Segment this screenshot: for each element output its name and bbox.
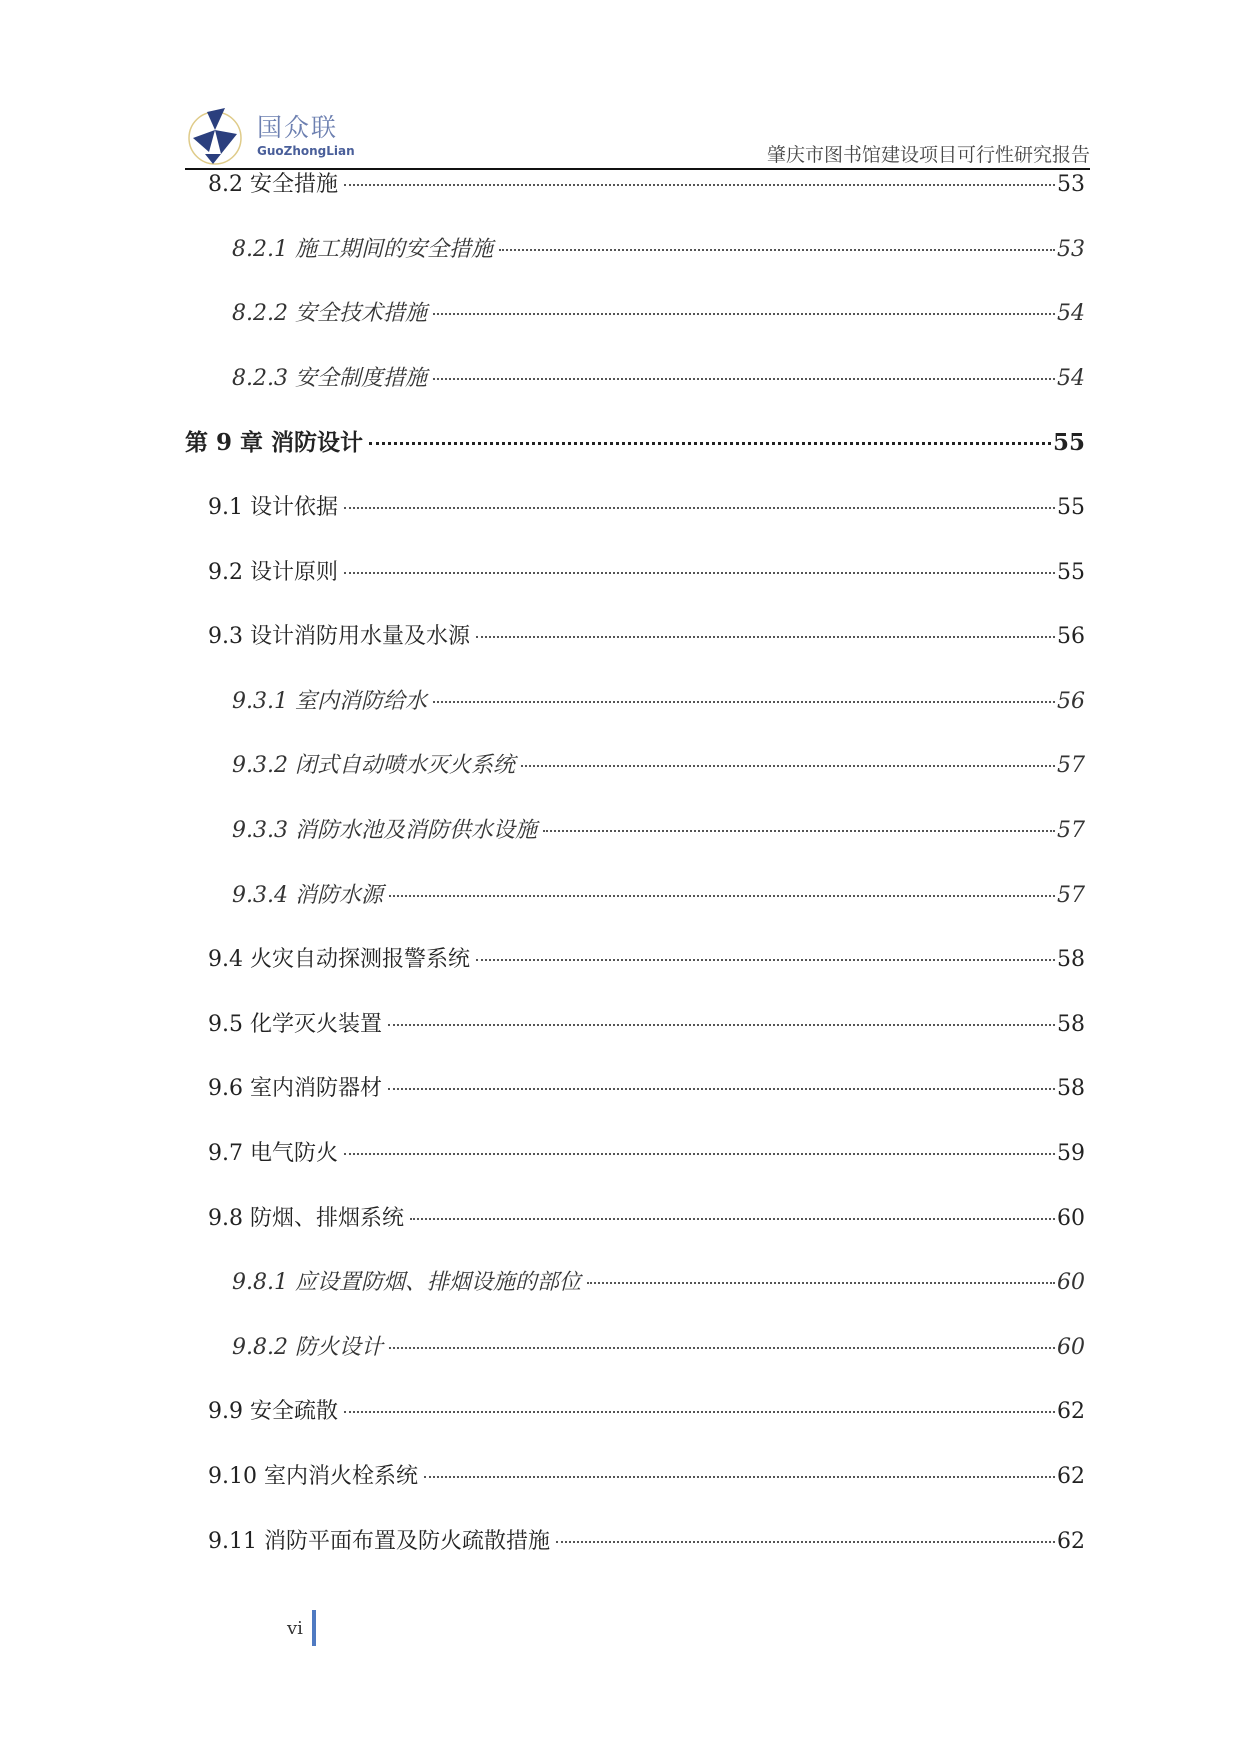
toc-entry[interactable]	[232, 235, 1085, 265]
toc-entry-page: 59	[1057, 1141, 1085, 1166]
toc-entry[interactable]	[208, 945, 1085, 975]
toc-entry-title: 8.2.3 安全制度措施	[232, 365, 427, 391]
toc-entry-title: 9.5 化学灭火装置	[208, 1011, 382, 1037]
page-number: vi	[287, 1618, 303, 1639]
toc-entry-title: 9.9 安全疏散	[208, 1399, 338, 1425]
toc-entry-page: 60	[1057, 1205, 1085, 1231]
toc-leader-dots	[543, 830, 1055, 832]
toc-entry-title: 9.3 设计消防用水量及水源	[208, 624, 470, 650]
toc-entry[interactable]	[232, 751, 1085, 781]
toc-entry-page: 62	[1057, 1464, 1085, 1489]
toc-entry[interactable]	[208, 1139, 1085, 1169]
toc-leader-dots	[388, 1088, 1055, 1090]
toc-entry[interactable]	[208, 493, 1085, 523]
toc-leader-dots	[410, 1218, 1055, 1220]
toc-entry-title: 9.3.1 室内消防给水	[232, 688, 427, 714]
toc-leader-dots	[433, 701, 1055, 703]
toc-entry[interactable]	[232, 1333, 1085, 1363]
footer-accent-bar	[312, 1610, 316, 1646]
toc-entry-title: 第 9 章 消防设计	[185, 429, 364, 457]
document-title: 肇庆市图书馆建设项目可行性研究报告	[766, 144, 1090, 166]
toc-entry-title: 9.2 设计原则	[208, 559, 338, 585]
toc-entry[interactable]	[232, 687, 1085, 717]
toc-leader-dots	[344, 1411, 1055, 1413]
toc-entry-title: 9.10 室内消火栓系统	[208, 1464, 418, 1489]
toc-leader-dots	[556, 1541, 1055, 1543]
toc-entry-title: 8.2.2 安全技术措施	[232, 301, 427, 327]
toc-entry-title: 9.8.1 应设置防烟、排烟设施的部位	[232, 1270, 581, 1296]
toc-leader-dots	[344, 1153, 1055, 1155]
toc-entry[interactable]	[208, 1204, 1085, 1234]
toc-leader-dots	[433, 378, 1055, 380]
toc-entry[interactable]	[208, 558, 1085, 588]
toc-entry-title: 9.7 电气防火	[208, 1141, 338, 1166]
toc-entry-page: 57	[1057, 818, 1085, 843]
toc-entry-page: 62	[1057, 1399, 1085, 1425]
toc-entry-title: 9.8 防烟、排烟系统	[208, 1205, 404, 1231]
toc-entry[interactable]	[208, 1397, 1085, 1427]
toc-entry[interactable]	[232, 299, 1085, 329]
toc-leader-dots	[476, 636, 1055, 638]
toc-entry-title: 9.4 火灾自动探测报警系统	[208, 947, 470, 973]
toc-entry-page: 60	[1057, 1334, 1085, 1360]
toc-entry-title: 9.8.2 防火设计	[232, 1334, 383, 1360]
toc-entry-title: 8.2 安全措施	[208, 172, 338, 197]
toc-leader-dots	[521, 765, 1055, 767]
toc-entry-title: 9.1 设计依据	[208, 495, 338, 520]
toc-leader-dots	[388, 1024, 1055, 1026]
toc-entry-page: 54	[1057, 301, 1085, 327]
toc-entry[interactable]	[232, 881, 1085, 911]
toc-entry-page: 58	[1057, 1076, 1085, 1102]
toc-entry-title: 9.3.3 消防水池及消防供水设施	[232, 818, 537, 843]
toc-entry-page: 53	[1057, 236, 1085, 262]
toc-entry[interactable]	[208, 1074, 1085, 1104]
toc-entry-page: 55	[1057, 495, 1085, 520]
toc-entry-title: 9.3.2 闭式自动喷水灭火系统	[232, 753, 515, 779]
toc-leader-dots	[499, 249, 1055, 251]
toc-leader-dots	[389, 1347, 1055, 1349]
toc-leader-dots	[424, 1476, 1055, 1478]
toc-leader-dots	[344, 572, 1055, 574]
toc-leader-dots	[344, 184, 1055, 186]
toc-entry[interactable]	[185, 428, 1085, 458]
toc-leader-dots	[587, 1282, 1055, 1284]
toc-entry-page: 58	[1057, 1011, 1085, 1037]
logo-chinese-text: 国众联	[257, 113, 339, 142]
toc-entry-page: 57	[1057, 753, 1085, 779]
toc-entry[interactable]	[208, 1462, 1085, 1492]
toc-leader-dots	[369, 442, 1051, 445]
toc-entry-page: 56	[1057, 688, 1085, 714]
toc-entry-page: 56	[1057, 624, 1085, 650]
toc-entry-page: 53	[1057, 172, 1085, 197]
toc-entry-title: 9.6 室内消防器材	[208, 1076, 382, 1102]
toc-entry[interactable]	[232, 816, 1085, 846]
toc-entry-title: 8.2.1 施工期间的安全措施	[232, 236, 493, 262]
toc-entry-page: 60	[1057, 1270, 1085, 1296]
toc-entry-page: 54	[1057, 365, 1085, 391]
page-header	[185, 100, 1090, 170]
toc-entry[interactable]	[208, 622, 1085, 652]
guozhonglian-logo-icon	[185, 104, 247, 166]
toc-entry-title: 9.3.4 消防水源	[232, 882, 383, 908]
toc-entry-page: 55	[1052, 429, 1085, 457]
toc-entry-page: 55	[1057, 559, 1085, 585]
logo-english-text: GuoZhongLian	[257, 144, 355, 158]
toc-leader-dots	[476, 959, 1055, 961]
toc-entry-page: 57	[1057, 882, 1085, 908]
toc-entry[interactable]	[208, 1527, 1085, 1557]
toc-leader-dots	[433, 313, 1055, 315]
toc-entry[interactable]	[208, 1010, 1085, 1040]
toc-entry-page: 58	[1057, 947, 1085, 973]
toc-entry-title: 9.11 消防平面布置及防火疏散措施	[208, 1528, 550, 1554]
toc-entry-page: 62	[1057, 1528, 1085, 1554]
toc-entry[interactable]	[208, 170, 1085, 200]
toc-leader-dots	[389, 895, 1055, 897]
toc-leader-dots	[344, 507, 1055, 509]
toc-entry[interactable]	[232, 364, 1085, 394]
toc-entry[interactable]	[232, 1268, 1085, 1298]
